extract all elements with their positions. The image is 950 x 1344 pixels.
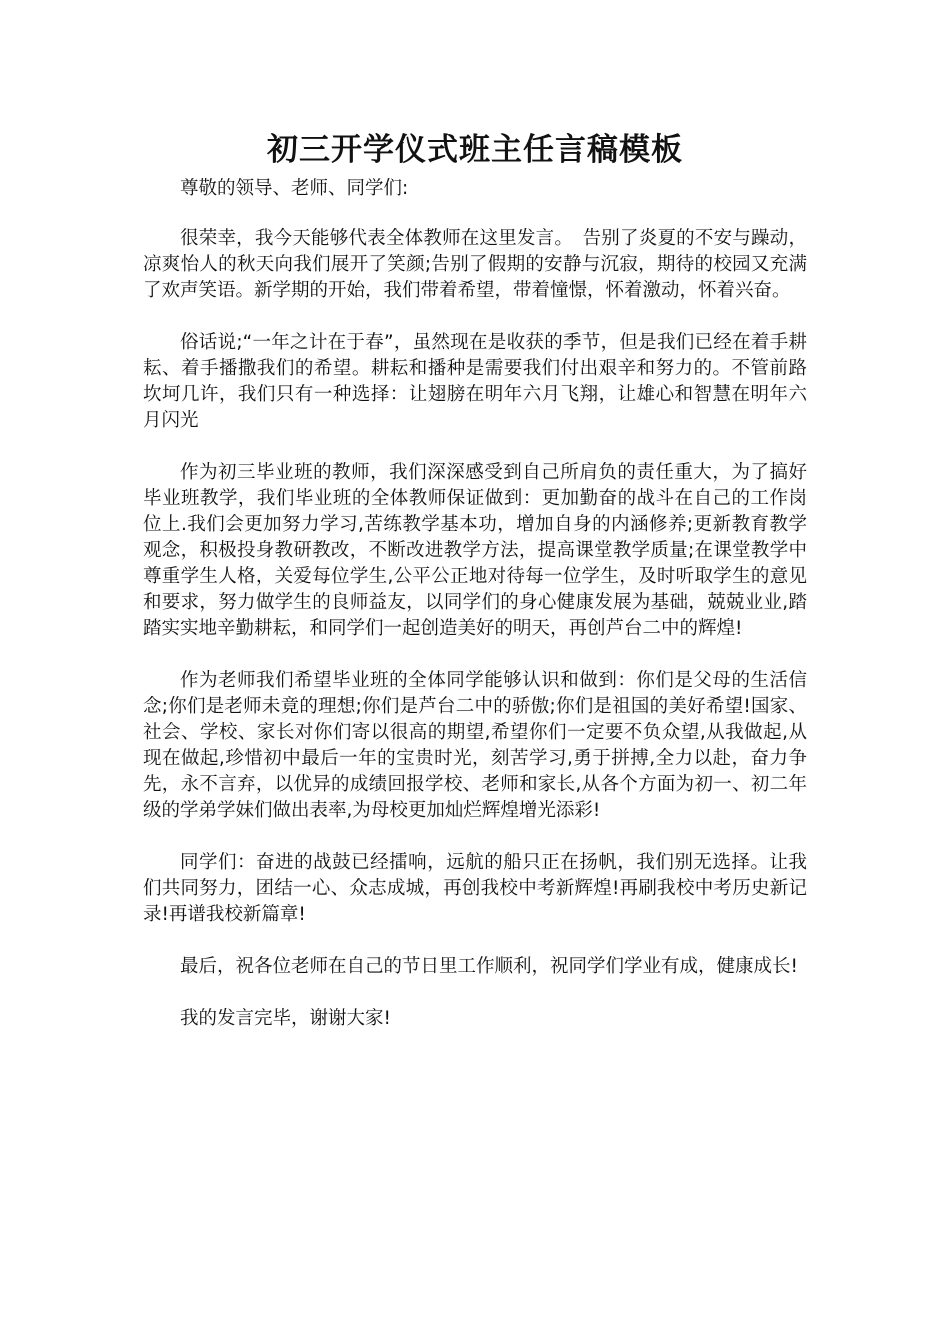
page-title: 初三开学仪式班主任言稿模板 xyxy=(267,132,683,168)
paragraph-6: 最后，祝各位老师在自己的节日里工作顺利，祝同学们学业有成，健康成长! xyxy=(180,956,798,977)
paragraph-1: 很荣幸，我今天能够代表全体教师在这里发言。 告别了炎夏的不安与躁动，凉爽怡人的秋天向我们展开了笑颜;告别了假期的安静与沉寂，期待的校园又充满了欢声笑语。新学期的开始，我们带着希望，带着憧憬，怀着激动，怀着兴奋。 xyxy=(143,228,807,301)
paragraph-5: 同学们：奋进的战鼓已经擂响，远航的船只正在扬帆，我们别无选择。让我们共同努力，团结一心、众志成城，再创我校中考新辉煌!再刷我校中考历史新记录!再谱我校新篇章! xyxy=(143,852,807,925)
paragraph-4: 作为老师我们希望毕业班的全体同学能够认识和做到：你们是父母的生活信念;你们是老师未竟的理想;你们是芦台二中的骄傲;你们是祖国的美好希望!国家、社会、学校、家长对你们寄以很高的期望,希望你们一定要不负众望,从我做起,从现在做起,珍惜初中最后一年的宝贵时光，刻苦学习,勇于拼搏,全力以赴，奋力争先，永不言弃，以优异的成绩回报学校、老师和家长,从各个方面为初一、初二年级的学弟学妹们做出表率,为母校更加灿烂辉煌增光添彩! xyxy=(143,670,807,821)
paragraph-3: 作为初三毕业班的教师，我们深深感受到自己所肩负的责任重大，为了搞好毕业班教学，我们毕业班的全体教师保证做到：更加勤奋的战斗在自己的工作岗位上.我们会更加努力学习,苦练教学基本功，增加自身的内涵修养;更新教育教学观念，积极投身教研教改，不断改进教学方法，提高课堂教学质量;在课堂教学中尊重学生人格，关爱每位学生,公平公正地对待每一位学生，及时听取学生的意见和要求，努力做学生的良师益友，以同学们的身心健康发展为基础，兢兢业业,踏踏实实地辛勤耕耘，和同学们一起创造美好的明天，再创芦台二中的辉煌! xyxy=(143,462,807,639)
paragraph-7: 我的发言完毕，谢谢大家! xyxy=(180,1008,391,1029)
salutation: 尊敬的领导、老师、同学们: xyxy=(180,178,409,199)
paragraph-2: 俗话说;“一年之计在于春”，虽然现在是收获的季节，但是我们已经在着手耕耘、着手播撒我们的希望。耕耘和播种是需要我们付出艰辛和努力的。不管前路坎坷几许，我们只有一种选择：让翅膀在明年六月飞翔，让雄心和智慧在明年六月闪光 xyxy=(143,332,807,431)
document-body xyxy=(143,176,807,1032)
